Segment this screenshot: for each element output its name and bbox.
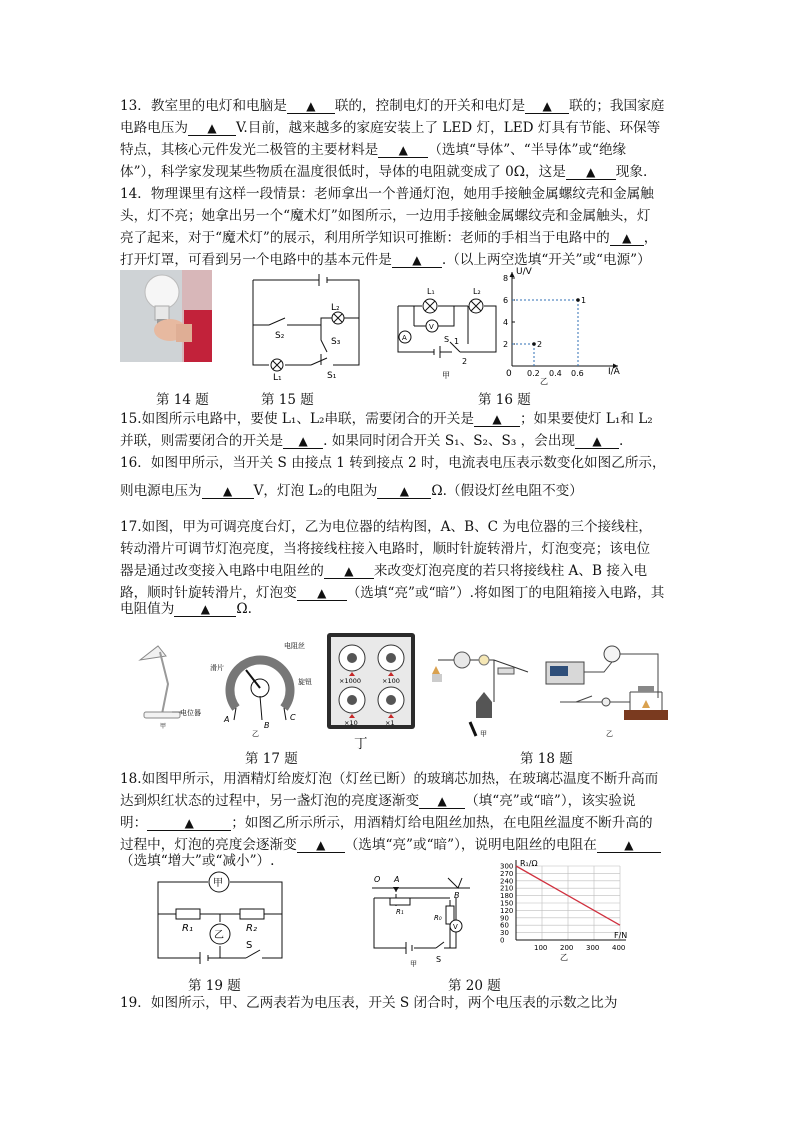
x-axis-label: I/A <box>608 367 620 377</box>
q14-line2: 头，灯不亮；她拿出另一个“魔术灯”如图所示，一边用手接触金属螺纹壳和金属触头，灯 <box>120 208 651 224</box>
q19-line1: 19．如图所示，甲、乙两表若为电压表，开关 S 闭合时，两个电压表的示数之比为 <box>120 995 618 1011</box>
heating-wire-figure <box>540 640 676 738</box>
ammeter-icon: A <box>402 334 407 342</box>
svg-text:1: 1 <box>454 337 460 346</box>
y-tick-label: 8 <box>503 274 509 283</box>
label-s1: S₁ <box>327 371 337 381</box>
svg-text:R₂: R₂ <box>246 923 257 934</box>
svg-text:滑片: 滑片 <box>210 664 224 672</box>
svg-text:电阻丝: 电阻丝 <box>284 642 305 650</box>
point-label: 1 <box>581 296 587 305</box>
point-label: 2 <box>537 340 543 349</box>
svg-text:R₁: R₁ <box>396 908 404 916</box>
answer-blank[interactable]: ▲ <box>147 816 231 831</box>
circuit-q19 <box>150 868 290 970</box>
ui-chart-q16 <box>496 262 626 386</box>
y-tick-label: 150 <box>500 899 514 908</box>
answer-blank[interactable]: ▲ <box>610 231 644 246</box>
svg-text:C: C <box>290 713 296 722</box>
magic-lamp-photo <box>120 270 212 362</box>
answer-blank[interactable]: ▲ <box>525 99 569 114</box>
svg-text:×100: ×100 <box>382 677 400 685</box>
q17-line5: 电阻值为 ▲ Ω. <box>120 601 252 617</box>
svg-text:甲: 甲 <box>442 371 450 380</box>
r-f-chart-q20 <box>490 856 630 972</box>
svg-text:2: 2 <box>462 357 468 366</box>
y-tick-label: 300 <box>500 862 514 871</box>
x-tick-label: 0.2 <box>527 369 540 378</box>
x-tick-label: 200 <box>560 944 574 952</box>
y-tick-label: 0 <box>500 936 505 945</box>
svg-text:甲: 甲 <box>410 960 417 968</box>
y-tick-label: 120 <box>500 906 514 915</box>
q16-line2: 则电源电压为 ▲ V，灯泡 L₂的电阻为 ▲ Ω.（假设灯丝电阻不变） <box>120 483 583 499</box>
caption-q19: 第 19 题 <box>188 978 241 994</box>
y-tick-label: 270 <box>500 869 514 878</box>
sub-label-ding: 丁 <box>354 736 368 752</box>
answer-blank[interactable]: ▲ <box>287 99 335 114</box>
svg-text:甲: 甲 <box>480 730 487 738</box>
caption-q17: 第 17 题 <box>245 751 298 767</box>
circuit-q15 <box>247 270 365 382</box>
y-tick-label: 240 <box>500 877 514 886</box>
caption-q16: 第 16 题 <box>478 392 531 408</box>
x-axis-label: F/N <box>614 931 628 940</box>
q18-line3: 明： ▲ ；如图乙所示所示，用酒精灯给电阻丝加热，在电阻丝温度不断升高的 <box>120 815 653 831</box>
y-tick-label: 4 <box>503 318 509 327</box>
x-tick-label: 0.6 <box>571 369 584 378</box>
x-tick-label: 400 <box>612 944 626 952</box>
y-tick-label: 210 <box>500 884 514 893</box>
svg-text:B: B <box>454 891 460 900</box>
q13-line4: 体”），科学家发现某些物质在温度很低时，导体的电阻就变成了 0Ω，这是 ▲ 现象. <box>120 164 648 180</box>
q17-line2: 转动滑片可调节灯泡亮度，当将接线柱接入电路时，顺时针旋转滑片，灯泡变亮；该电位 <box>120 541 651 557</box>
label-l1: L₁ <box>273 373 282 382</box>
y-tick-label: 30 <box>500 929 509 938</box>
q13-line3: 特点，其核心元件发光二极管的主要材料是 ▲ （选填“导体”、“半导体”或“绝缘 <box>120 142 627 158</box>
answer-blank[interactable]: ▲ <box>566 165 616 180</box>
svg-text:R₁: R₁ <box>182 923 193 934</box>
voltmeter-icon: V <box>429 323 434 331</box>
q15-line2: 并联，则需要闭合的开关是 ▲ . 如果同时闭合开关 S₁、S₂、S₃ ，会出现 ▲ . <box>120 433 624 449</box>
caption-q15: 第 15 题 <box>261 392 314 408</box>
q17-line4: 路，顺时针旋转滑片，灯泡变 ▲ （选填“亮”或“暗”）.将如图丁的电阻箱接入电路，其 <box>120 585 665 601</box>
answer-blank[interactable]: ▲ <box>392 253 442 268</box>
svg-text:L₁: L₁ <box>427 287 435 296</box>
sub-label-yi: 乙 <box>560 953 568 962</box>
svg-text:L₂: L₂ <box>473 287 481 296</box>
q15-line1: 15.如图所示电路中，要使 L₁、L₂串联，需要闭合的开关是 ▲ ；如果要使灯 L₁和 L₂ <box>120 411 653 427</box>
x-tick-label: 100 <box>534 944 548 952</box>
potentiometer-figure <box>206 636 314 740</box>
answer-blank[interactable]: ▲ <box>378 143 428 158</box>
data-point <box>576 298 580 302</box>
q14-line4: 打开灯罩，可看到另一个电路中的基本元件是 ▲ .（以上两空选填“开关”或“电源”） <box>120 252 651 268</box>
heating-glass-figure <box>430 642 542 738</box>
svg-text:乙: 乙 <box>252 730 259 738</box>
caption-q14: 第 14 题 <box>156 392 209 408</box>
q16-line1: 16．如图甲所示，当开关 S 由接点 1 转到接点 2 时，电流表电压表示数变化如图乙所示， <box>120 455 666 471</box>
q18-line2: 达到炽红状态的过程中，另一盏灯泡的亮度逐渐变 ▲ （填“亮”或“暗”），该实验说 <box>120 793 636 809</box>
answer-blank[interactable]: ▲ <box>324 564 374 579</box>
svg-text:S: S <box>246 940 253 951</box>
svg-text:旋钮: 旋钮 <box>298 678 312 686</box>
answer-blank[interactable]: ▲ <box>474 412 520 427</box>
circuit-q20 <box>366 870 480 968</box>
svg-text:O: O <box>374 875 381 884</box>
svg-text:S: S <box>444 335 450 344</box>
answer-blank[interactable]: ▲ <box>597 838 661 853</box>
meter-jia-icon: 甲 <box>213 878 223 889</box>
q17-line3: 器是通过改变接入电路中电阻丝的 ▲ 来改变灯泡亮度的若只将接线柱 A、B 接入电 <box>120 563 648 579</box>
svg-text:×1000: ×1000 <box>339 677 361 685</box>
answer-blank[interactable]: ▲ <box>202 484 254 499</box>
svg-text:×10: ×10 <box>344 719 358 727</box>
meter-yi-icon: 乙 <box>214 930 224 941</box>
answer-blank[interactable]: ▲ <box>297 838 345 853</box>
lamp-l2-icon <box>332 312 344 324</box>
y-tick-label: 60 <box>500 921 509 930</box>
caption-q18: 第 18 题 <box>520 751 573 767</box>
q14-line3: 亮了起来，对于“魔术灯”的展示，利用所学知识可推断：老师的手相当于电路中的 ▲ ， <box>120 230 658 246</box>
q13-line1: 13．教室里的电灯和电脑是 ▲ 联的，控制电灯的开关和电灯是 ▲ 联的；我国家庭 <box>120 98 665 114</box>
answer-blank[interactable]: ▲ <box>283 434 323 449</box>
origin-label: 0 <box>506 369 512 379</box>
answer-blank[interactable]: ▲ <box>575 434 619 449</box>
svg-text:R₀: R₀ <box>434 914 442 922</box>
x-tick-label: 0.4 <box>549 369 562 378</box>
answer-blank[interactable]: ▲ <box>419 794 465 809</box>
y-tick-label: 2 <box>503 340 509 349</box>
answer-blank[interactable]: ▲ <box>297 586 347 601</box>
lamp-l1-icon <box>271 359 283 371</box>
caption-q20: 第 20 题 <box>448 978 501 994</box>
answer-blank[interactable]: ▲ <box>174 602 236 617</box>
resistance-box-figure <box>326 632 416 730</box>
data-point <box>532 342 536 346</box>
q18-line4: 过程中，灯泡的亮度会逐渐变 ▲ （选填“亮”或“暗”），说明电阻丝的电阻在 ▲ <box>120 836 661 854</box>
desk-lamp-figure <box>132 640 212 730</box>
svg-text:A: A <box>224 715 230 724</box>
q18-line5: （选填“增大”或“减小”）. <box>120 853 275 869</box>
circuit-q16 <box>396 282 500 380</box>
q18-line1: 18.如图甲所示，用酒精灯给废灯泡（灯丝已断）的玻璃芯加热，在玻璃芯温度不断升高而 <box>120 771 659 787</box>
q14-line1: 14．物理课里有这样一段情景：老师拿出一个普通灯泡，她用手接触金属螺纹壳和金属触 <box>120 186 654 202</box>
svg-text:甲: 甲 <box>160 723 167 730</box>
x-tick-label: 300 <box>586 944 600 952</box>
q17-line1: 17.如图，甲为可调亮度台灯，乙为电位器的结构图，A、B、C 为电位器的三个接线柱， <box>120 519 652 535</box>
y-tick-label: 180 <box>500 892 514 901</box>
label-s2: S₂ <box>275 331 285 341</box>
svg-text:B: B <box>264 721 270 730</box>
y-tick-label: 90 <box>500 914 509 923</box>
y-axis-label: R₁/Ω <box>520 859 538 868</box>
svg-text:乙: 乙 <box>606 730 613 738</box>
sub-label-yi: 乙 <box>540 377 548 386</box>
y-tick-label: 6 <box>503 296 509 305</box>
svg-text:S: S <box>436 955 442 964</box>
voltmeter-icon: V <box>453 923 458 931</box>
svg-text:×1: ×1 <box>385 719 395 727</box>
svg-text:A: A <box>394 875 400 884</box>
answer-blank[interactable]: ▲ <box>377 484 431 499</box>
y-axis-label: U/V <box>516 267 532 277</box>
q13-line2: 电路电压为 ▲ V.目前，越来越多的家庭安装上了 LED 灯，LED 灯具有节能、环保等 <box>120 120 661 136</box>
label-l2: L₂ <box>331 303 340 313</box>
answer-blank[interactable]: ▲ <box>188 121 236 136</box>
svg-text:电位器: 电位器 <box>180 709 201 717</box>
label-s3: S₃ <box>331 337 341 347</box>
